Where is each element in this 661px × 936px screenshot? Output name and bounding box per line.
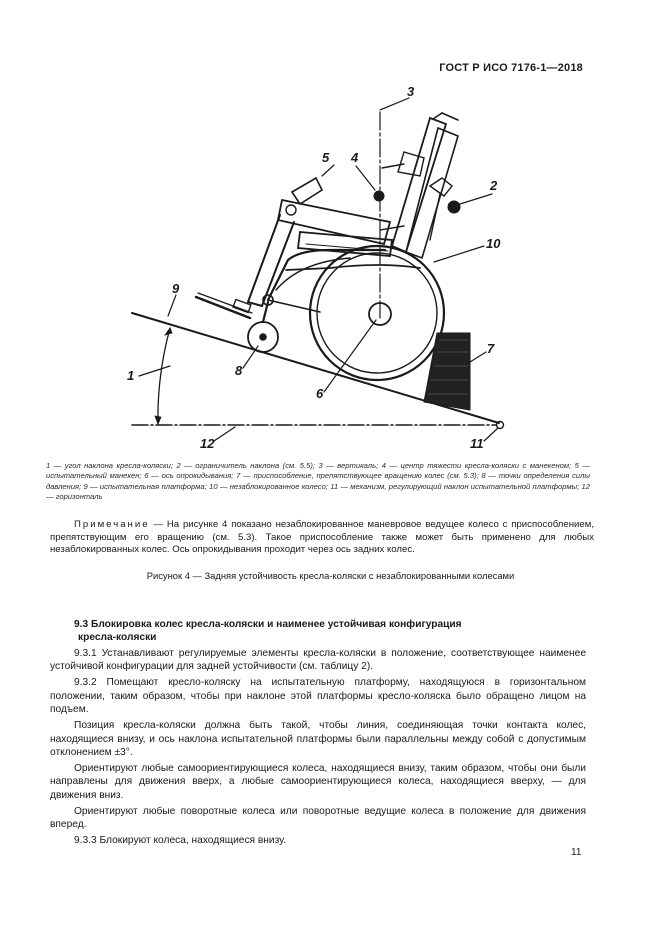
paragraph: 9.3.1 Устанавливают регулируемые элементы кресла-коляски в положение, соответствующее наименее устойчивой конфигурации для задней устойчивости (см. таблицу 2). [50,648,586,673]
wheelchair-stability-figure [0,0,661,460]
paragraph: Ориентируют любые поворотные колеса или поворотные ведущие колеса в положение для движения вперед. [50,805,586,831]
backrest [392,118,446,252]
page-number: 11 [571,847,582,858]
figure-label-6: 6 [316,386,324,401]
figure-legend: 1 — угол наклона кресла-коляски; 2 — ограничитель наклона (см. 5.5); 3 — вертикаль; 4 — центр тяжести кресла-коляски с манекеном; 5 — испытательный манекен; 6 — ось опрокидывания; 7 — приспособление, препятствующее вращению колес (см. 5.3); 8 — точки определения силы давления; 9 — испытательная платформа; 10 — незаблокированное колесо; 11 — механизм, регулирующий наклон испытательной платформы; 12 — горизонталь [46,461,590,502]
wheelchair-frame [268,250,385,300]
figure-label-1: 1 [127,368,135,383]
paragraph: Позиция кресла-коляски должна быть такой, чтобы линия, соединяющая точки контакта колес, находящиеся внизу, и ось наклона испытательной платформы были параллельны между собой с допустимым отклонением ±3°. [50,720,586,759]
section-body [50,647,586,850]
figure-label-5: 5 [322,150,330,165]
figure-label-10: 10 [486,236,501,251]
anti-rotation-device [424,333,470,410]
figure-label-4: 4 [351,150,359,165]
figure-label-7: 7 [487,341,495,356]
paragraph: 9.3.2 Помещают кресло-коляску на испытательную платформу, находящуюся в горизонтальном положении, таким образом, чтобы при наклоне этой платформы кресло-коляска было обращено лицом на подъем. [50,677,586,716]
note-prefix: Примечание [74,519,150,530]
section-heading-line-2: кресла-коляски [78,632,157,643]
document-header: ГОСТ Р ИСО 7176-1—2018 [439,62,583,74]
figure-label-8: 8 [235,363,243,378]
section-heading [74,618,574,644]
figure-label-9: 9 [172,281,180,296]
tilt-angle-arc [158,328,170,424]
figure-title: Рисунок 4 — Задняя устойчивость кресла-коляски с незаблокированными колесами [146,570,515,581]
section-heading-line-1: 9.3 Блокировка колес кресла-коляски и наименее устойчивая конфигурация [74,619,462,630]
figure-label-11: 11 [470,436,484,451]
figure-note [50,519,594,557]
center-of-gravity [374,191,384,201]
paragraph: 9.3.3 Блокируют колеса, находящиеся внизу. [74,835,287,847]
figure-label-3: 3 [407,84,415,99]
paragraph: Ориентируют любые самоориентирующиеся колеса, находящиеся внизу, таким образом, чтобы они были направлены для движения вверх, а любые самоориентирующиеся колеса, находящиеся вверху, — для движения вниз. [50,763,586,801]
footrest [196,297,250,318]
figure-label-12: 12 [200,436,215,451]
unlocked-wheel [310,246,444,380]
figure-label-2: 2 [490,178,498,193]
tilt-mechanism [497,422,504,429]
tilt-limiter [448,201,460,213]
note-text: — На рисунке 4 показано незаблокированное маневровое ведущее колесо с приспособлением, препятствующим его вращению (см. 5.3). Такое приспособление также может быть применено для любых незаблокированных колес. Ось опрокидывания проходит через ось задних колес. [50,519,594,556]
